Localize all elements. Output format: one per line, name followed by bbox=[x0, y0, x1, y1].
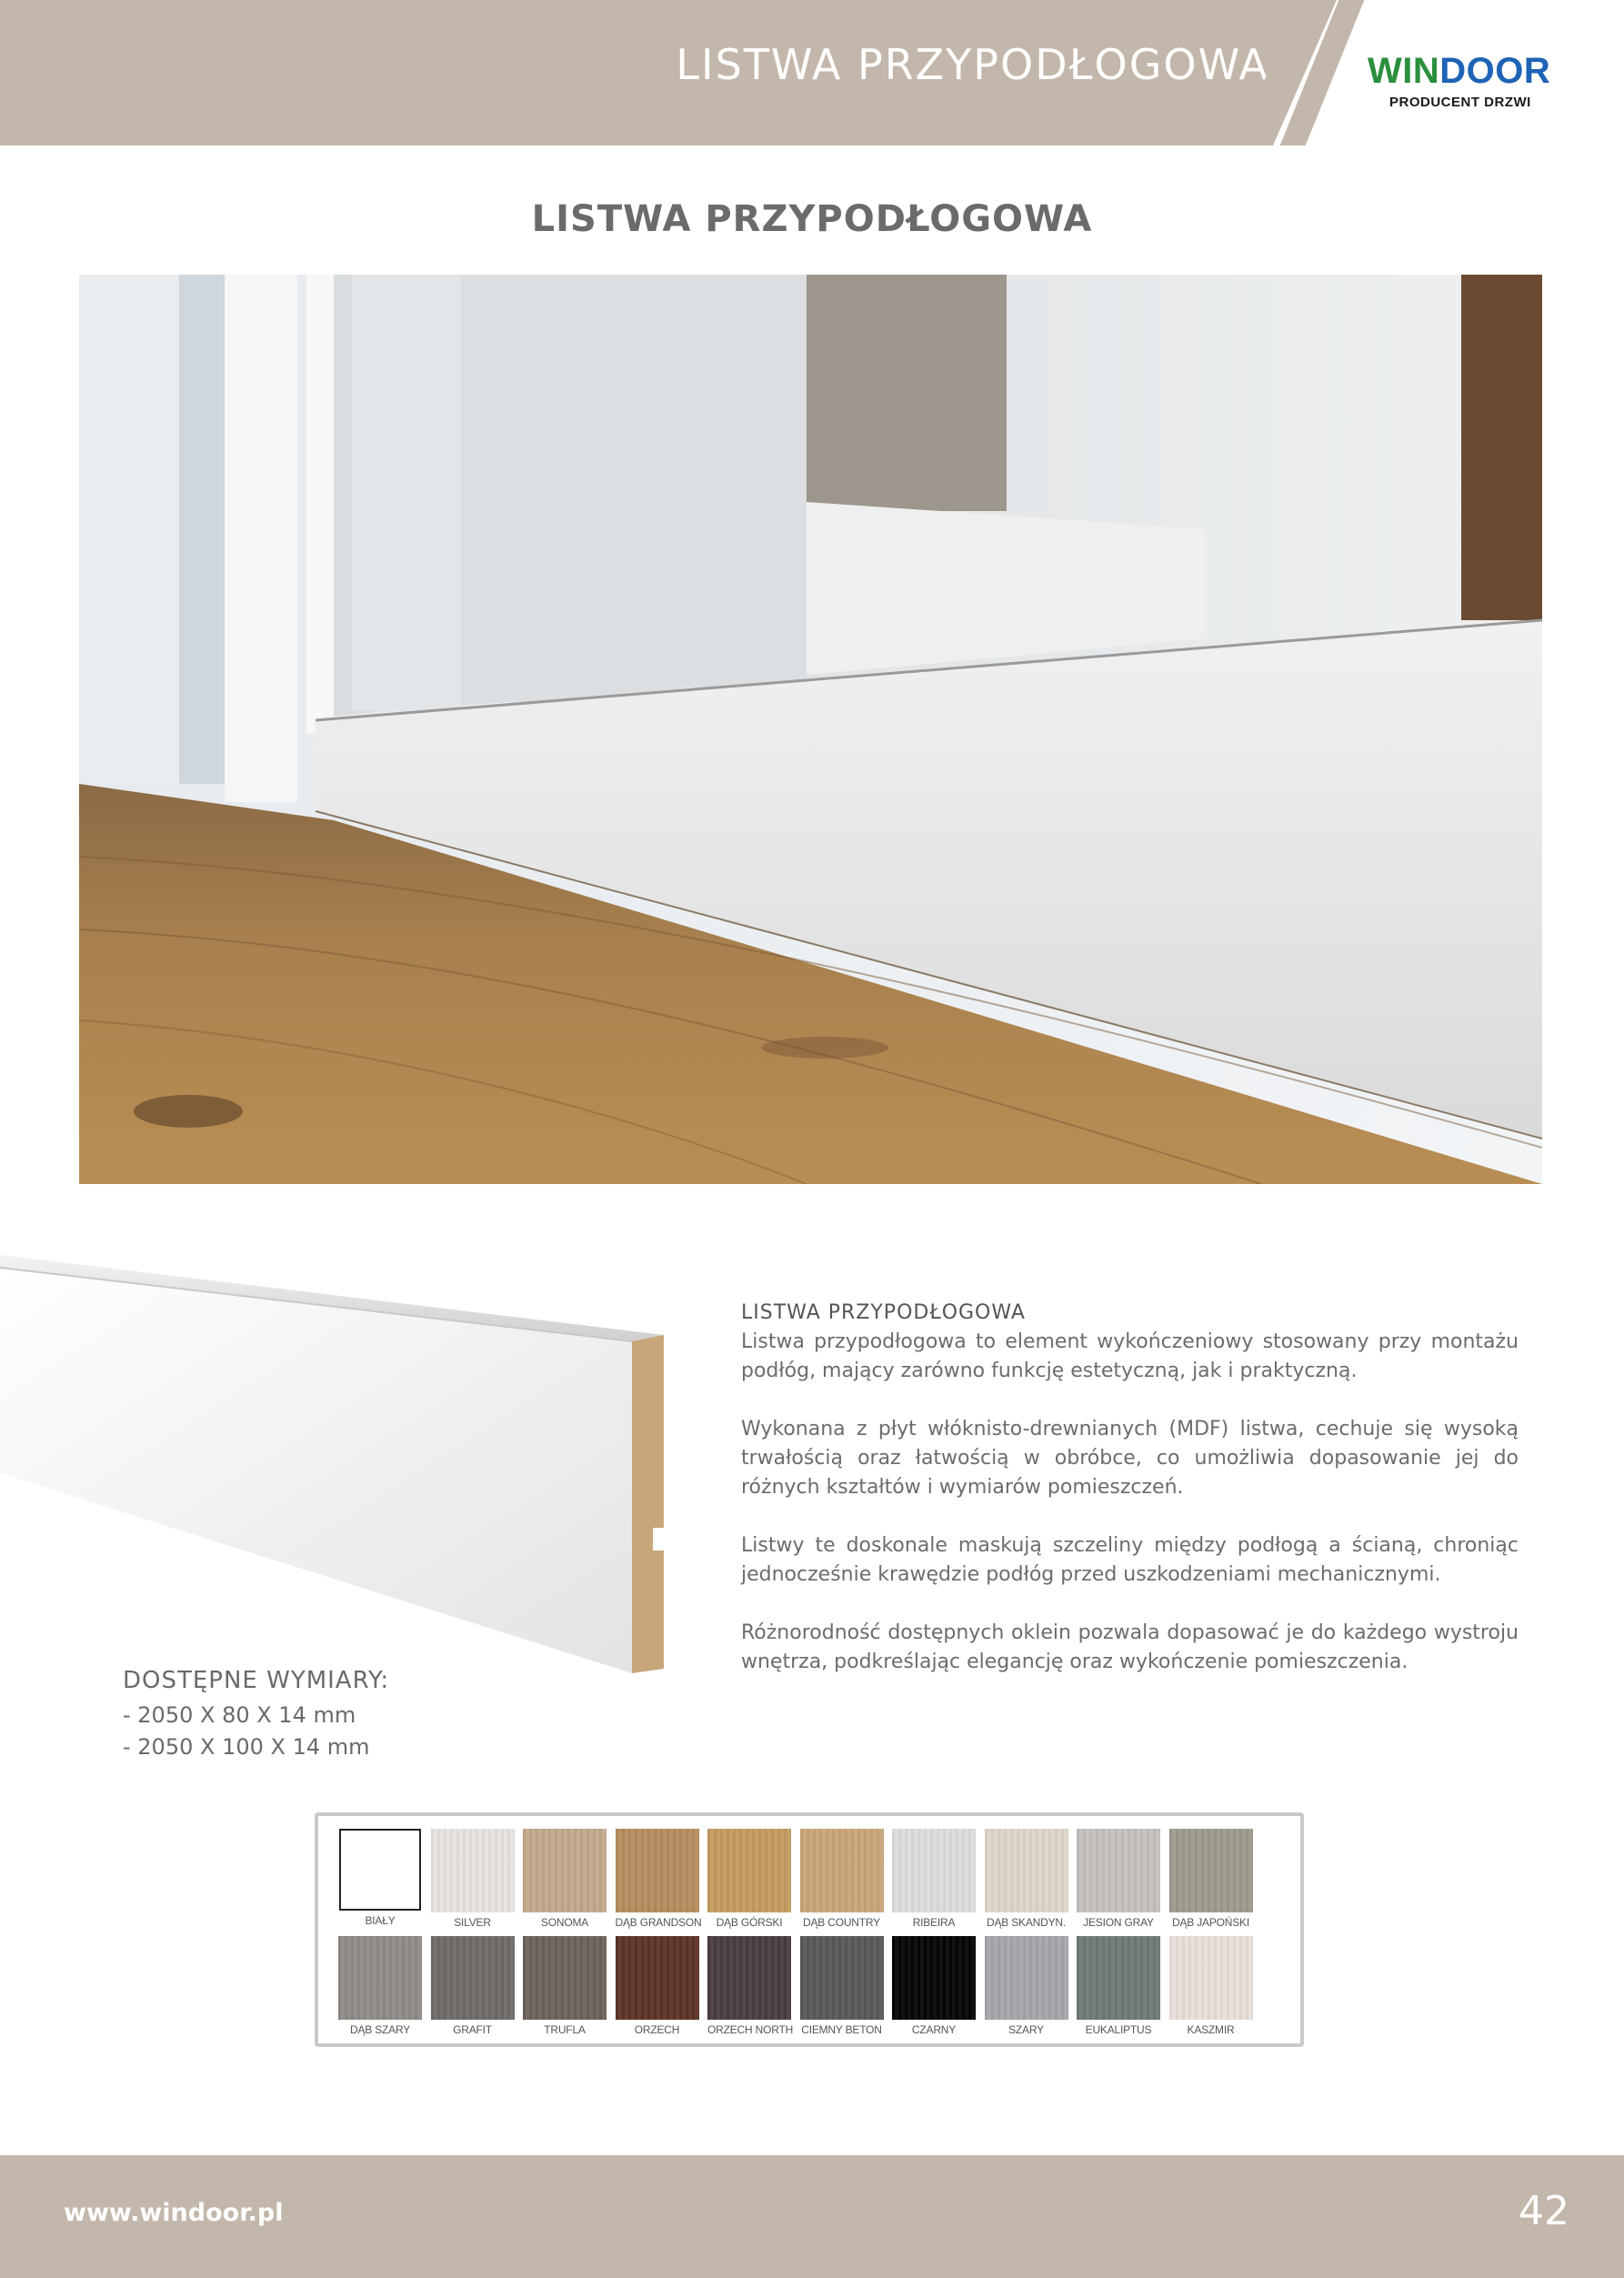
color-swatch[interactable] bbox=[338, 1936, 422, 2036]
swatch-label: DĄB GÓRSKI bbox=[716, 1916, 783, 1929]
swatch-label: KASZMIR bbox=[1187, 2023, 1235, 2036]
swatch-chip bbox=[523, 1936, 606, 2020]
swatch-label: DĄB JAPOŃSKI bbox=[1172, 1916, 1249, 1929]
dimensions-title: DOSTĘPNE WYMIARY: bbox=[123, 1667, 390, 1694]
swatch-chip bbox=[1169, 1936, 1253, 2020]
color-swatch[interactable] bbox=[800, 1829, 884, 1929]
color-swatch[interactable] bbox=[707, 1829, 791, 1929]
hero-photo bbox=[79, 275, 1542, 1184]
color-swatch[interactable] bbox=[1077, 1936, 1160, 2036]
color-swatch[interactable] bbox=[985, 1829, 1068, 1929]
dimension-item: - 2050 X 80 X 14 mm bbox=[123, 1702, 356, 1728]
dimension-item: - 2050 X 100 X 14 mm bbox=[123, 1734, 370, 1760]
color-swatch[interactable] bbox=[431, 1829, 515, 1929]
swatch-chip bbox=[1077, 1936, 1160, 2020]
description-block bbox=[741, 1299, 1519, 1706]
swatch-label: SONOMA bbox=[540, 1916, 589, 1929]
swatch-label: DĄB SKANDYN. bbox=[987, 1916, 1066, 1929]
description-paragraph-3: Listwy te doskonale maskują szczeliny między podłogą a ścianą, chroniąc jednocześnie krawędzie podłóg przed uszkodzeniami mechanicznymi. bbox=[741, 1534, 1519, 1586]
swatch-chip bbox=[985, 1936, 1068, 2020]
swatch-chip bbox=[800, 1829, 884, 1912]
swatch-label: RIBEIRA bbox=[912, 1916, 956, 1929]
color-swatch[interactable] bbox=[615, 1829, 702, 1929]
description-paragraph-4: Różnorodność dostępnych oklein pozwala dopasować je do każdego wystroju wnętrza, podkreślając elegancję oraz wykończenie pomieszczenia. bbox=[741, 1621, 1519, 1673]
color-swatch[interactable] bbox=[985, 1936, 1068, 2036]
swatch-chip bbox=[985, 1829, 1068, 1912]
swatch-chip bbox=[892, 1829, 976, 1912]
color-swatch[interactable] bbox=[338, 1829, 422, 1929]
swatch-chip bbox=[800, 1936, 884, 2020]
color-swatch[interactable] bbox=[707, 1936, 794, 2036]
dimensions-block bbox=[123, 1667, 389, 1763]
swatch-label: DĄB SZARY bbox=[350, 2023, 410, 2036]
swatch-label: SILVER bbox=[454, 1916, 491, 1929]
color-swatch-panel bbox=[315, 1812, 1304, 2047]
swatch-chip bbox=[339, 1829, 421, 1911]
swatch-label: SZARY bbox=[1008, 2023, 1044, 2036]
swatch-chip bbox=[707, 1829, 791, 1912]
header-shadow bbox=[0, 146, 1624, 173]
swatch-chip bbox=[892, 1936, 976, 2020]
baseboard-illustration bbox=[0, 1255, 691, 1682]
color-swatch[interactable] bbox=[523, 1936, 606, 2036]
swatch-chip bbox=[616, 1936, 699, 2020]
swatch-chip bbox=[431, 1829, 515, 1912]
hero-illustration bbox=[79, 275, 1542, 1184]
description-title: LISTWA PRZYPODŁOGOWA bbox=[741, 1301, 1026, 1324]
header-title: LISTWA PRZYPODŁOGOWA bbox=[676, 40, 1269, 89]
swatch-label: TRUFLA bbox=[544, 2023, 586, 2036]
swatch-label: GRAFIT bbox=[453, 2023, 492, 2036]
color-swatch[interactable] bbox=[800, 1936, 884, 2036]
swatch-label: DĄB COUNTRY bbox=[803, 1916, 880, 1929]
page-number: 42 bbox=[1519, 2188, 1569, 2234]
color-swatch[interactable] bbox=[1169, 1936, 1253, 2036]
swatch-chip bbox=[523, 1829, 606, 1912]
color-swatch[interactable] bbox=[1169, 1829, 1253, 1929]
description-paragraph-1: Listwa przypodłogowa to element wykończeniowy stosowany przy montażu podłóg, mający zarówno funkcję estetyczną, jak i praktyczną. bbox=[741, 1330, 1519, 1382]
footer bbox=[0, 2155, 1624, 2278]
swatch-chip bbox=[616, 1829, 699, 1912]
color-swatch[interactable] bbox=[892, 1829, 976, 1929]
color-swatch[interactable] bbox=[431, 1936, 515, 2036]
swatch-chip bbox=[1169, 1829, 1253, 1912]
page-title: LISTWA PRZYPODŁOGOWA bbox=[531, 198, 1093, 240]
footer-website-link[interactable]: www.windoor.pl bbox=[64, 2199, 284, 2227]
swatch-label: ORZECH bbox=[634, 2023, 680, 2036]
swatch-label: EUKALIPTUS bbox=[1085, 2023, 1152, 2036]
color-swatch[interactable] bbox=[616, 1936, 699, 2036]
swatch-label: ORZECH NORTH bbox=[707, 2023, 794, 2036]
swatch-label: CZARNY bbox=[911, 2023, 957, 2036]
swatch-label: JESION GRAY bbox=[1083, 1916, 1154, 1929]
color-swatch[interactable] bbox=[523, 1829, 606, 1929]
swatch-label: DĄB GRANDSON bbox=[615, 1916, 702, 1929]
swatch-label: CIEMNY BETON bbox=[801, 2023, 882, 2036]
color-swatch[interactable] bbox=[892, 1936, 976, 2036]
swatch-label: BIAŁY bbox=[365, 1914, 396, 1927]
swatch-chip bbox=[338, 1936, 422, 2020]
description-paragraph-2: Wykonana z płyt włóknisto-drewnianych (MDF) listwa, cechuje się wysoką trwałością oraz łatwością w obróbce, co umożliwia dopasowanie jej do różnych kształtów i wymiarów pomieszczeń. bbox=[741, 1418, 1519, 1499]
windoor-logo[interactable] bbox=[1368, 53, 1550, 89]
logo-door-text: DOOR bbox=[1439, 51, 1551, 91]
swatch-chip bbox=[1077, 1829, 1160, 1912]
logo-win-text: WIN bbox=[1368, 51, 1440, 91]
logo-subtitle: PRODUCENT DRZWI bbox=[1389, 95, 1531, 110]
swatch-grid bbox=[338, 1829, 1253, 2036]
color-swatch[interactable] bbox=[1077, 1829, 1160, 1929]
swatch-chip bbox=[431, 1936, 515, 2020]
baseboard-product-image bbox=[0, 1255, 691, 1682]
swatch-chip bbox=[707, 1936, 791, 2020]
